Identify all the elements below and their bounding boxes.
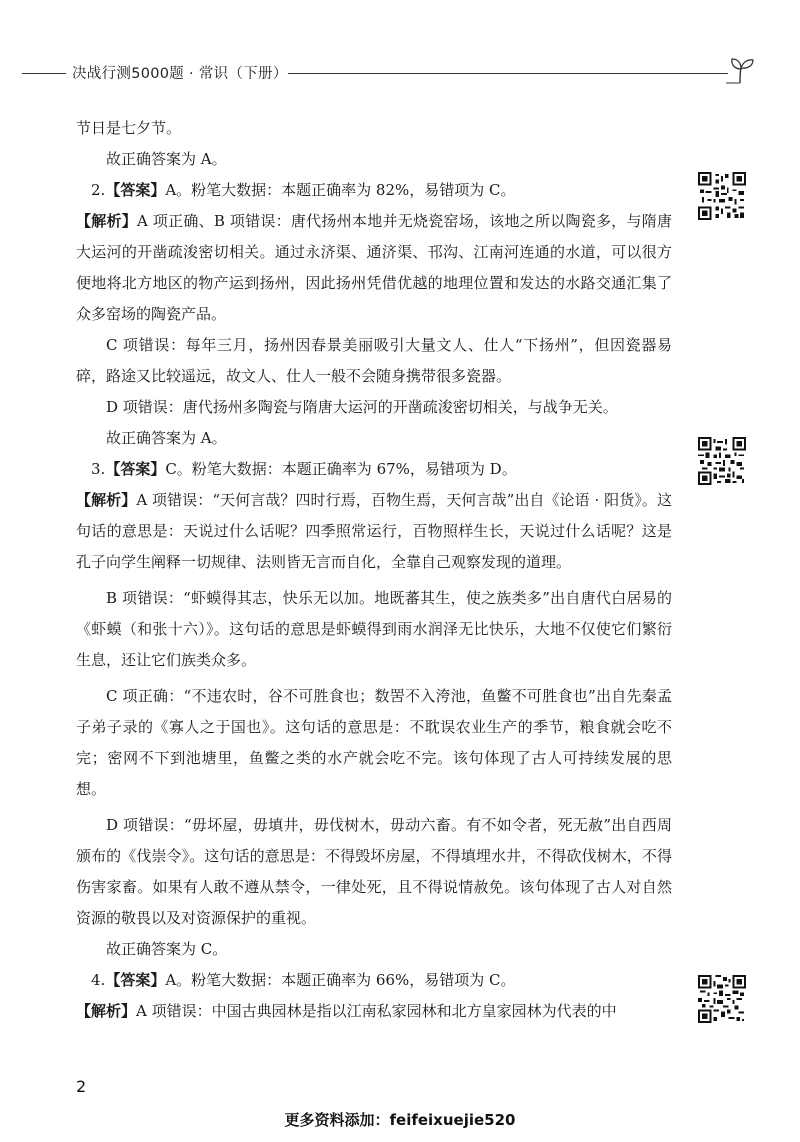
header-rule-right [288,73,728,74]
text-paragraph [76,113,672,144]
footer-contact: 更多资料添加：feifeixuejie520 [284,1111,516,1129]
running-header [0,56,800,86]
answer-tag: 【答案】 [105,460,166,478]
paragraph-text: 节日是七夕节。 [76,119,182,137]
text-paragraph [76,144,672,175]
analysis-tag: 【解析】 [76,212,138,230]
analysis-paragraph [76,206,672,330]
answer-tag: 【答案】 [105,971,166,989]
text-paragraph [76,330,672,392]
analysis-text: A 项错误：中国古典园林是指以江南私家园林和北方皇家园林为代表的中 [136,1002,617,1020]
header-rule-left [22,73,66,74]
paragraph-text: 故正确答案为 A。 [106,150,227,168]
paragraph-text: 故正确答案为 C。 [106,940,228,958]
analysis-paragraph [76,996,672,1027]
answer-line [76,454,672,485]
text-paragraph [76,392,672,423]
answer-line [76,175,672,206]
qr-code-icon [698,437,746,485]
qr-code-icon [698,172,746,220]
paragraph-text: D 项错误：“毋坏屋，毋填井，毋伐树木，毋动六畜。有不如令者，死无赦”出自西周颁布的《伐崇令》。这句话的意思是：不得毁坏房屋，不得填埋水井，不得砍伐树木，不得伤害家畜。如果有人敢不遵从禁令，一律处死，且不得说情赦免。该句体现了古人对自然资源的敬畏以及对资源保护的重视。 [76,816,672,927]
question-number: 4. [91,971,106,989]
analysis-text: A 项正确、B 项错误：唐代扬州本地并无烧瓷窑场，该地之所以陶瓷多，与隋唐大运河的开凿疏浚密切相关。通过永济渠、通济渠、邗沟、江南河连通的水道，可以很方便地将北方地区的物产运到扬州，因此扬州凭借优越的地理位置和发达的水路交通汇集了众多窑场的陶瓷产品。 [76,212,672,323]
text-paragraph [76,810,672,934]
answer-line [76,965,672,996]
answer-text: C。粉笔大数据：本题正确率为 67%，易错项为 D。 [165,460,517,478]
book-title: 决战行测5000题 · 常识（下册） [72,66,288,82]
paragraph-text: C 项正确：“不违农时，谷不可胜食也；数罟不入洿池，鱼鳖不可胜食也”出自先秦孟子弟子录的《寡人之于国也》。这句话的意思是：不耽误农业生产的季节，粮食就会吃不完；密网不下到池塘里，鱼鳖之类的水产就会吃不完。该句体现了古人可持续发展的思想。 [76,687,672,798]
paragraph-text: 故正确答案为 A。 [106,429,227,447]
text-paragraph [76,681,672,805]
question-number: 3. [91,460,106,478]
answer-tag: 【答案】 [105,181,166,199]
text-paragraph [76,423,672,454]
analysis-tag: 【解析】 [76,1002,137,1020]
page-number: 2 [76,1077,87,1096]
sprout-icon [726,56,756,84]
answer-text: A。粉笔大数据：本题正确率为 82%，易错项为 C。 [165,181,516,199]
analysis-tag: 【解析】 [76,491,137,509]
paragraph-text: B 项错误：“虾蟆得其志，快乐无以加。地既蕃其生，使之族类多”出自唐代白居易的《虾蟆（和张十六）》。这句话的意思是虾蟆得到雨水润泽无比快乐，大地不仅使它们繁衍生息，还让它们族类众多。 [76,589,672,669]
paragraph-text: D 项错误：唐代扬州多陶瓷与隋唐大运河的开凿疏浚密切相关，与战争无关。 [106,398,618,416]
paragraph-text: C 项错误：每年三月，扬州因春景美丽吸引大量文人、仕人“下扬州”，但因瓷器易碎，路途又比较遥远，故文人、仕人一般不会随身携带很多瓷器。 [76,336,672,385]
analysis-paragraph [76,485,672,578]
text-paragraph [76,934,672,965]
qr-code-icon [698,975,746,1023]
analysis-text: A 项错误：“天何言哉？四时行焉，百物生焉，天何言哉”出自《论语 · 阳货》。这句话的意思是：天说过什么话呢？四季照常运行，百物照样生长，天说过什么话呢？这是孔子向学生阐释一切规律、法则皆无言而自化，全靠自己观察发现的道理。 [76,491,672,571]
question-number: 2. [91,181,106,199]
page-body [76,113,672,1027]
answer-text: A。粉笔大数据：本题正确率为 66%，易错项为 C。 [165,971,516,989]
text-paragraph [76,583,672,676]
